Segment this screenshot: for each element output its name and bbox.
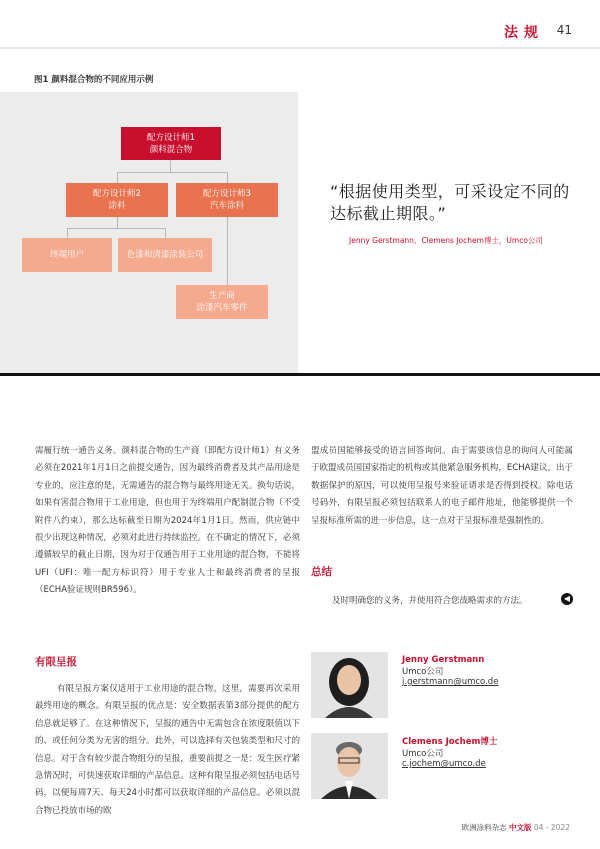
node-sublabel: 汽车涂料 [209, 201, 244, 211]
pull-quote: “根据使用类型，可采设定不同的达标截止期限。” [330, 182, 570, 223]
connector-line [67, 228, 165, 229]
connector-line [227, 217, 228, 285]
footer [462, 822, 570, 833]
node-label: 配方设计师2 [93, 189, 141, 199]
body-paragraph: 有限呈报方案仅适用于工业用途的混合物。这里，需要再次采用最终用途的概念。有限呈报的优点是：安全数据表第3部分提供的配方信息就足够了。在这种情况下，呈报的通告中无需包含在浓度限值以下的、或任何分类为无害的组分。此外，可以选择有关包装类型和尺寸的信息。对于含有较少混合物组分的呈报，重要前提之一是：发生医疗紧急情况时，可快速获取详细的产品信息。这种有限呈报必须包括电话号码，以便每周7天、每天24小时都可以获取详细的产品信息。必须以混合物已投放市场的欧 [35, 684, 300, 816]
author-org: Umco公司 [402, 667, 444, 677]
author-org: Umco公司 [402, 749, 444, 759]
body-paragraph: 盟成员国能够接受的语言回答询问。由于需要该信息的询问人可能属于欧盟成员国国家指定的机构或其他紧急服务机构，ECHA建议，出于数据保护的原因，可以使用呈报号来验证请求是否得到授权。除电话号码外，有限呈报必须包括联系人的电子邮件地址，他能够提供一个呈报标准所需的进一步信息，这一点对于呈报标准是强制性的。 [311, 446, 573, 526]
node-end-user [22, 238, 112, 272]
node-formulator-1 [121, 127, 221, 160]
footer-magazine: 欧洲涂料杂志 [461, 823, 507, 832]
portrait-icon [311, 733, 388, 799]
author-photo [311, 733, 388, 799]
arrow-left-icon: ◀ [561, 593, 573, 605]
page-number: 41 [556, 23, 572, 37]
connector-line [227, 172, 228, 183]
node-sublabel: 涂漆汽车零件 [196, 303, 248, 313]
node-label: 配方设计师1 [147, 132, 195, 143]
connector-line [117, 217, 118, 228]
header-divider [0, 47, 600, 49]
author-photo [311, 652, 388, 718]
node-label: 生产商 [209, 291, 235, 301]
node-formulator-2 [66, 183, 168, 217]
body-paragraph: 需履行统一通告义务。颜料混合物的生产商（即配方设计师1）有义务必须在2021年1月1日之前提交通告，因为最终消费者及其产品用途是专业的，应注意的是，无需通告的混合物与最终用途无关。换句话说，如果有害混合物用于工业用途，但也用于为终端用户配制混合物（不受附件八约束），那么达标截至日期为2024年1月1日。然而，供应链中很少出现这种情况，必须对此进行持续监控。在不确定的情况下，必须遵循较早的截止日期，因为对于仅通告用于工业用途的混合物，不能将UFI（UFI：唯一配方标识符）用于专业人士和最终消费者的呈报（ECHA验证规则BR596）。 [35, 446, 300, 596]
node-sublabel: 颜料混合物 [149, 144, 193, 155]
connector-line [170, 160, 171, 172]
figure-caption: 图1 颜料混合物的不同应用示例 [34, 75, 154, 85]
author-email-link[interactable]: c.jochem@umco.de [402, 759, 486, 769]
author-card [402, 735, 497, 769]
quote-attribution: Jenny Gerstmann、Clemens Jochem博士，Umco公司 [349, 236, 543, 245]
author-email-link[interactable]: j.gerstmann@umco.de [402, 677, 499, 687]
author-name: Jenny Gerstmann [402, 655, 485, 665]
node-manufacturer [176, 285, 268, 319]
section-title: 法规 [504, 25, 544, 41]
section-divider [0, 373, 600, 376]
node-formulator-3 [176, 183, 278, 217]
portrait-icon [311, 652, 388, 718]
limited-submission-heading: 有限呈报 [35, 656, 77, 668]
node-sublabel: 涂料 [108, 201, 126, 211]
summary-heading: 总结 [311, 566, 332, 578]
connector-line [117, 172, 118, 183]
connector-line [117, 172, 227, 173]
footer-edition: 中文版 [509, 823, 532, 832]
node-label: 色漆和清漆涂装公司 [126, 250, 204, 260]
summary-text: 及时明确您的义务，并使用符合您战略需求的方法。 [332, 596, 528, 606]
footer-date: 04 - 2022 [533, 823, 570, 832]
connector-line [165, 228, 166, 238]
author-name: Clemens Jochem博士 [402, 737, 498, 747]
node-label: 终端用户 [49, 250, 84, 260]
node-label: 配方设计师3 [203, 189, 251, 199]
connector-line [67, 228, 68, 238]
node-coating-company [118, 238, 212, 272]
author-card [402, 655, 498, 687]
